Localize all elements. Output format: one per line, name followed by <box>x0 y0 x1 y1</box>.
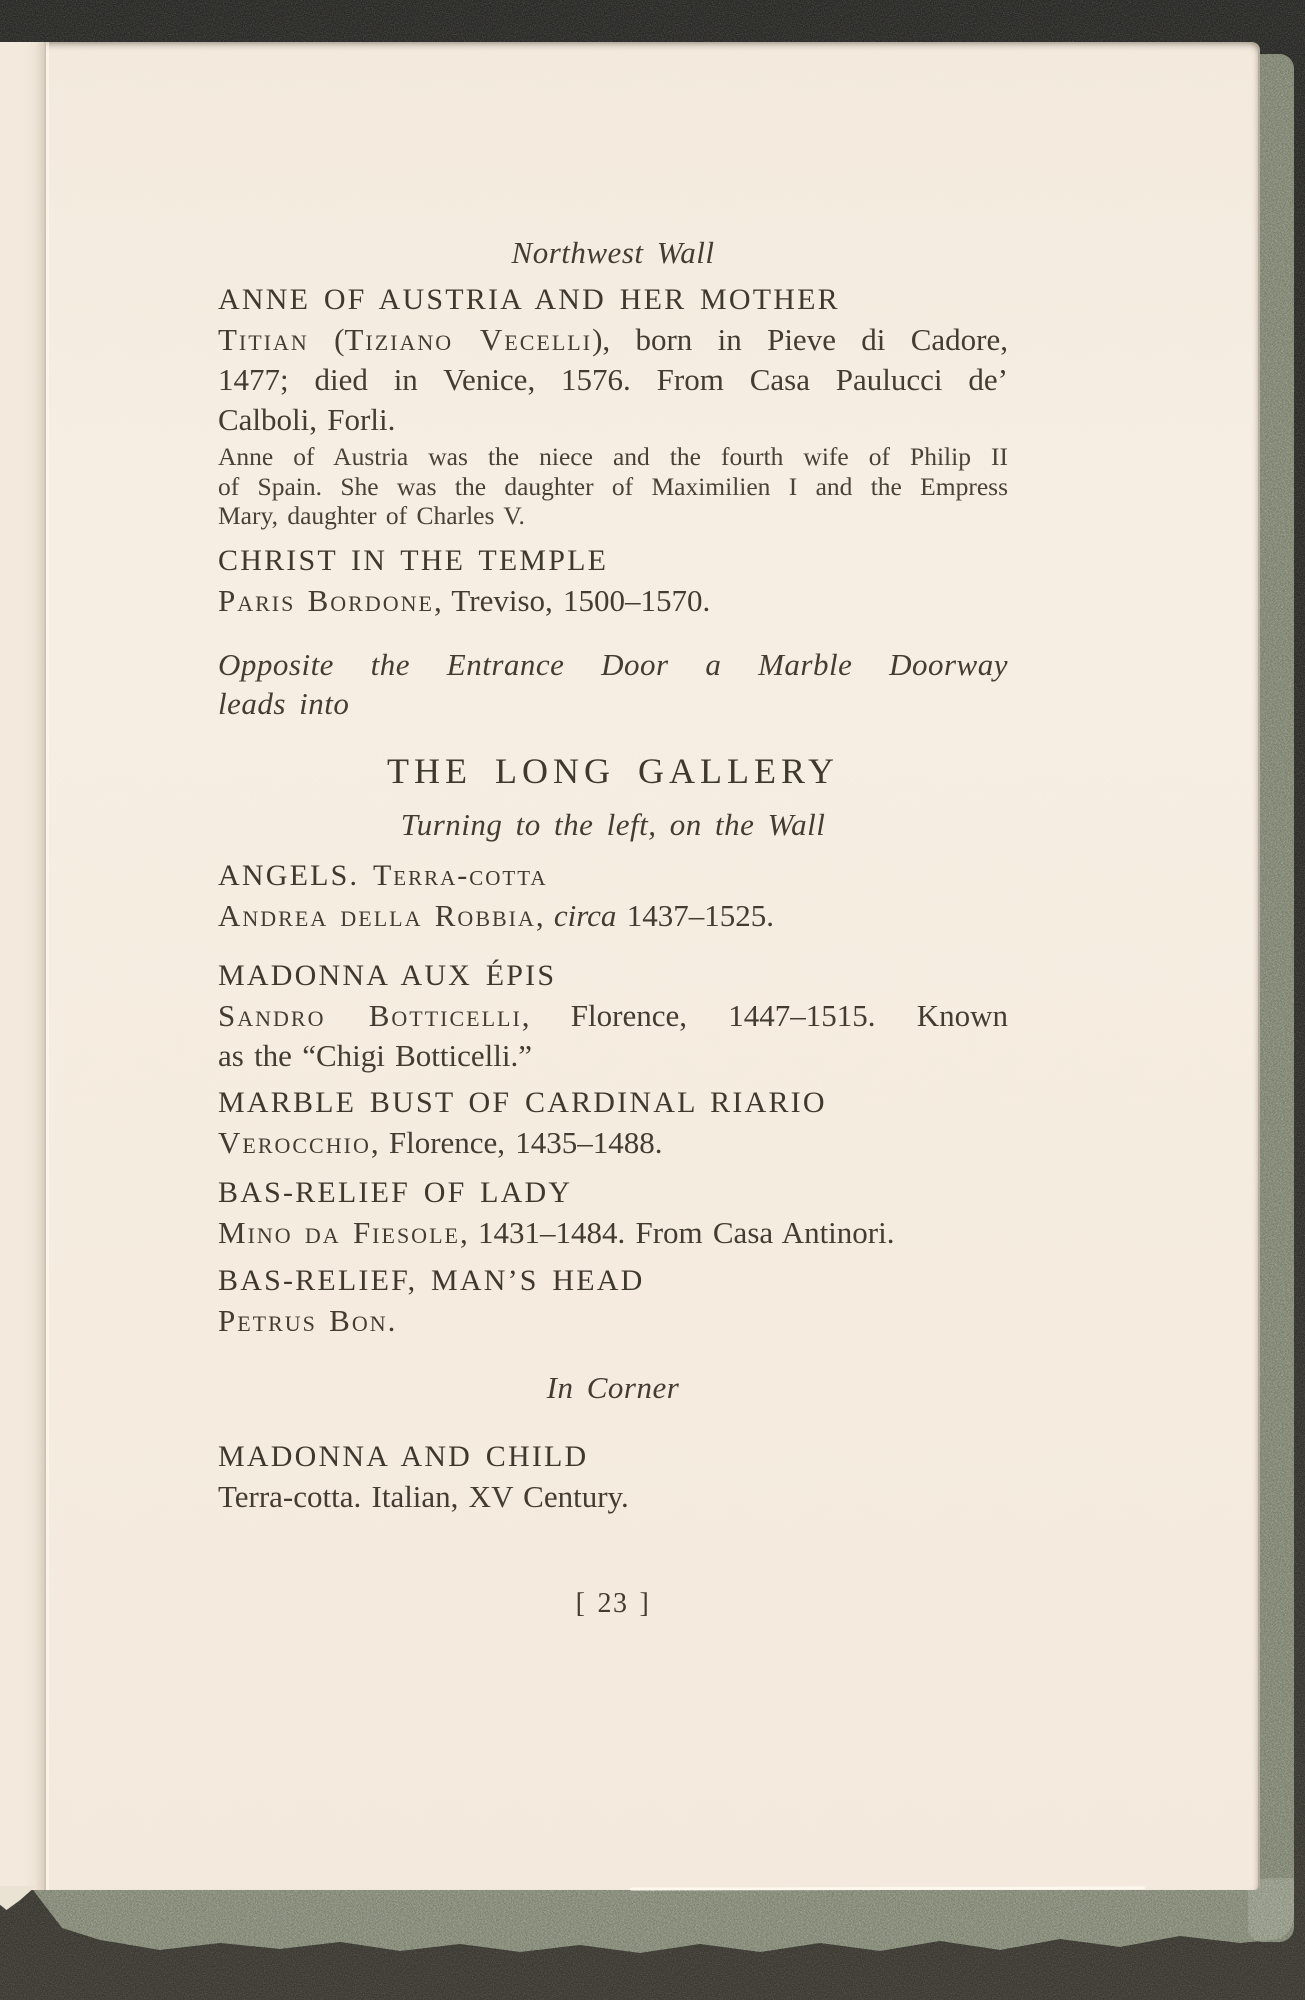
text-segment: Tiziano Vecelli <box>344 322 593 357</box>
text-segment: of Spain. She was the daughter of Maximilien I and the Empress <box>218 471 1008 501</box>
text-line <box>218 581 1008 621</box>
text-segment: , <box>535 898 554 933</box>
text-line <box>218 280 1008 320</box>
text-line <box>218 645 1008 684</box>
book-page <box>0 42 1260 1890</box>
text-segment: BAS-RELIEF OF LADY <box>218 1176 573 1209</box>
text-segment: [ 23 ] <box>575 1588 651 1619</box>
text-segment: MADONNA AND CHILD <box>218 1440 589 1473</box>
text-line <box>218 1036 1008 1076</box>
text-segment: Northwest Wall <box>511 235 715 270</box>
text-segment: , 1431–1484. From Casa Antinori. <box>459 1215 895 1250</box>
text-line <box>218 1173 1008 1213</box>
entry-christ-in-the-temple <box>218 541 1008 621</box>
text-segment: Verocchio <box>218 1125 371 1160</box>
text-segment: In Corner <box>546 1370 680 1405</box>
text-line <box>218 320 1008 360</box>
entry-marble-bust-riario <box>218 1083 1008 1163</box>
gallery-heading <box>218 751 1008 791</box>
text-segment: Terra-cotta. Italian, XV Century. <box>218 1479 629 1514</box>
text-line <box>218 996 1008 1036</box>
text-segment: MARBLE BUST OF CARDINAL RIARIO <box>218 1086 827 1119</box>
directive-opposite-entrance <box>218 645 1008 723</box>
text-segment: Mary, daughter of Charles V. <box>218 501 525 530</box>
text-segment: BAS-RELIEF, MAN’S HEAD <box>218 1264 645 1297</box>
text-line <box>218 1368 1008 1407</box>
text-line <box>218 442 1008 472</box>
text-segment: 1437–1525. <box>616 898 774 933</box>
text-segment: leads into <box>218 686 350 721</box>
entry-bas-relief-mans-head <box>218 1261 1008 1341</box>
text-line <box>218 1477 1008 1517</box>
entry-anne-of-austria <box>218 280 1008 440</box>
text-segment: Opposite the Entrance Door a Marble Doorway <box>218 647 1008 682</box>
text-line <box>218 805 1008 844</box>
text-segment: , Treviso, 1500–1570. <box>433 583 711 618</box>
page-text <box>0 42 1258 1890</box>
text-line <box>218 956 1008 996</box>
text-segment: 1477; died in Venice, 1576. From Casa Paulucci de’ <box>218 362 1008 397</box>
text-line <box>218 1083 1008 1123</box>
directive-in-corner <box>218 1368 1008 1407</box>
text-line <box>218 400 1008 440</box>
text-line <box>218 233 1008 272</box>
text-line <box>218 472 1008 502</box>
text-segment: ), born in Pieve di Cadore, <box>592 322 1008 357</box>
text-segment: Titian <box>218 322 309 357</box>
text-segment: Mino da Fiesole <box>218 1215 460 1250</box>
text-line <box>218 1301 1008 1341</box>
entry-anne-annotation <box>218 442 1008 531</box>
text-line <box>218 1213 1008 1253</box>
text-segment: as the “Chigi Botticelli.” <box>218 1038 532 1073</box>
text-line <box>218 896 1008 936</box>
text-line <box>218 751 1008 791</box>
text-segment: Anne of Austria was the niece and the fourth wife of Philip II <box>218 442 1008 471</box>
text-segment: , Florence, 1435–1488. <box>370 1125 663 1160</box>
text-segment: Sandro Botticelli <box>218 998 522 1033</box>
text-segment: ANNE OF AUSTRIA AND HER MOTHER <box>218 283 840 316</box>
text-line <box>218 1123 1008 1163</box>
text-segment: Calboli, Forli. <box>218 402 396 437</box>
text-segment: circa <box>553 898 617 933</box>
text-segment: Paris Bordone <box>218 583 434 618</box>
entry-madonna-and-child <box>218 1437 1008 1517</box>
entry-madonna-aux-epis <box>218 956 1008 1076</box>
entry-bas-relief-lady <box>218 1173 1008 1253</box>
text-line <box>218 856 1008 896</box>
text-line <box>218 1437 1008 1477</box>
text-line <box>218 501 1008 531</box>
text-line <box>218 1261 1008 1301</box>
text-segment: Terra-cotta <box>372 859 548 892</box>
text-line <box>218 541 1008 581</box>
text-segment: THE LONG GALLERY <box>387 751 839 791</box>
text-line <box>218 1584 1008 1624</box>
wall-heading <box>218 233 1008 272</box>
entry-angels <box>218 856 1008 936</box>
directive-turning-left <box>218 805 1008 844</box>
text-line <box>218 360 1008 400</box>
text-segment: CHRIST IN THE TEMPLE <box>218 544 609 577</box>
text-segment: Andrea della Robbia <box>218 898 536 933</box>
text-segment: ANGELS. <box>218 859 373 892</box>
text-line <box>218 684 1008 723</box>
text-segment: ( <box>308 322 345 357</box>
page-number <box>218 1584 1008 1624</box>
text-segment: MADONNA AUX ÉPIS <box>218 959 557 992</box>
text-segment: . <box>387 1303 396 1338</box>
text-segment: Petrus Bon <box>218 1303 388 1338</box>
text-segment: , Florence, 1447–1515. Known <box>521 998 1008 1033</box>
text-segment: Turning to the left, on the Wall <box>400 807 826 842</box>
